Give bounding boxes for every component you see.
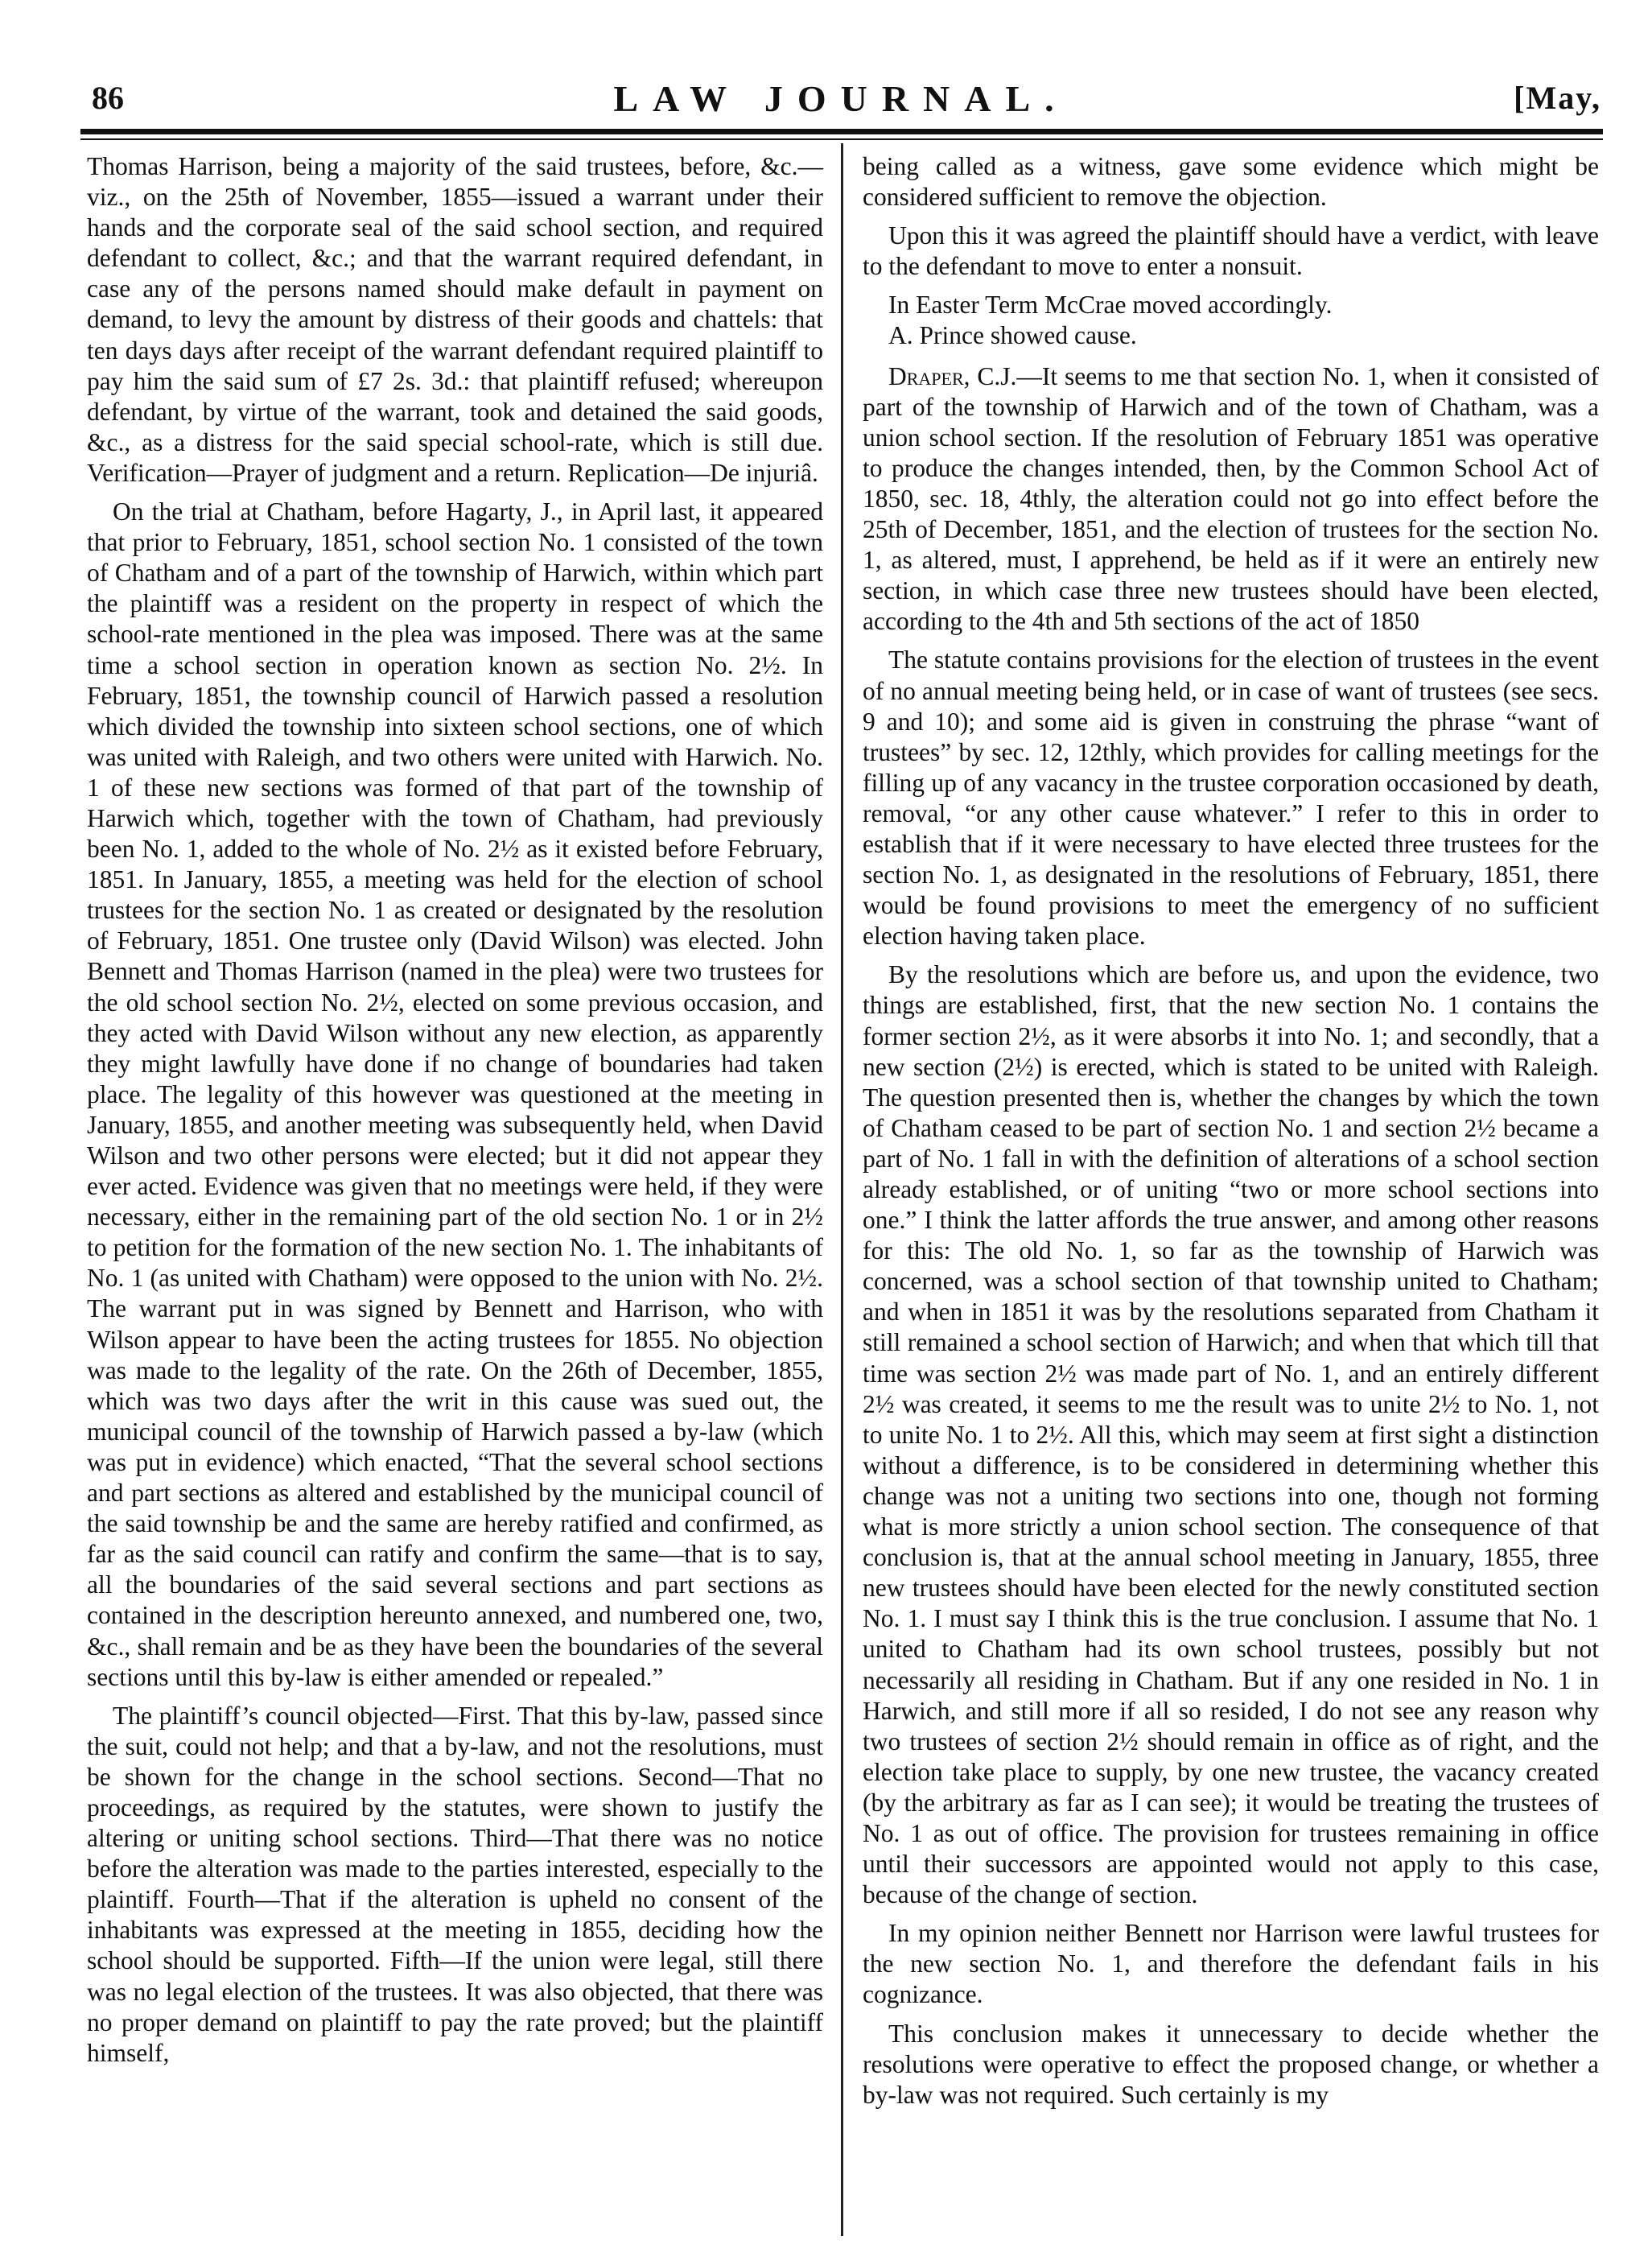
judgment-paragraph [863, 361, 1599, 637]
page-number: 86 [92, 80, 124, 116]
paragraph: In my opinion neither Bennett nor Harrison were lawful trustees for the new section No. 1, and therefore the defendant fails in his cognizance. [863, 1919, 1599, 2009]
paragraph-verdict: Upon this it was agreed the plaintiff should have a verdict, with leave to the defendant to move to enter a nonsuit. [863, 221, 1599, 281]
paragraph: Thomas Harrison, being a majority of the said trustees, before, &c.—viz., on the 25th of November, 1855—issued a warrant under their hands and the corporate seal of the said school section, and required defendant to collect, &c.; and that the warrant required defendant, in case any of the persons named should make default in payment on demand, to levy the amount by distress of their goods and chattels: that ten days days after receipt of the warrant defendant required plaintiff to pay him the said sum of £7 2s. 3d.: that plaintiff refused; whereupon defendant, by virtue of the warrant, took and detained the said goods, &c., as a distress for the said special school-rate, which is still due. Verification—Prayer of judgment and a return. Replication—De injuriâ. [87, 152, 823, 487]
running-date: [May, [1514, 80, 1601, 116]
right-column [863, 151, 1599, 2110]
prince-line: A. Prince showed cause. [888, 321, 1137, 350]
header-rule-thin [80, 138, 1603, 140]
paragraph: This conclusion makes it unnecessary to decide whether the resolutions were operative to effect the proposed change, or whether a by-law was not required. Such certainly is my [863, 2019, 1599, 2109]
judgment-text: —It seems to me that section No. 1, when it consisted of part of the township of Harwich and of the town of Chatham, was a union school section. If the resolution of February 1851 was operative to produce the changes intended, then, by the Common School Act of 1850, sec. 18, 4thly, the alteration could not go into effect before the 25th of December, 1851, and the election of trustees for the section No. 1, as altered, must, I apprehend, be held as if it were an entirely new section, in which case three new trustees should have been elected, according to the 4th and 5th sections of the act of 1850 [863, 361, 1599, 636]
running-title: LAW JOURNAL. [613, 78, 1069, 119]
paragraph: By the resolutions which are before us, and upon the evidence, two things are established, first, that the new section No. 1 contains the former section 2½, as it were absorbs it into No. 1; and secondly, that a new section (2½) is erected, which is stated to be united with Raleigh. The question presented then is, whether the changes by which the town of Chatham ceased to be part of section No. 1 and section 2½ became a part of No. 1 fall in with the definition of alterations of a school section already established, or of uniting “two or more school sections into one.” I think the latter affords the true answer, and among other reasons for this: The old No. 1, so far as the township of Harwich was concerned, was a school section of that township united to Chatham; and when in 1851 it was by the resolutions separated from Chatham it still remained a school section of Harwich; and when that which till that time was section 2½ was made part of No. 1, and an entirely different 2½ was created, it seems to me the result was to unite 2½ to No. 1, not to unite No. 1 to 2½. All this, which may seem at first sight a distinction without a difference, is to be considered in determining whether this change was not a uniting two sections into one, though not forming what is more strictly a union school section. The consequence of that conclusion is, that at the annual school meeting in January, 1855, three new trustees should have been elected for the newly constituted section No. 1. I must say I think this is the true conclusion. I assume that No. 1 united to Chatham had its own school trustees, possibly but not necessarily all residing in Chatham. But if any one resided in No. 1 in Harwich, and still more if all so resided, I do not see any reason why two trustees of section 2½ should remain in office as of right, and the election take place to supply, by one new trustee, the vacancy created (by the arbitrary as far as I can see); it would be treating the trustees of No. 1 as out of office. The provision for trustees remaining in office until their successors are appointed would not apply to this case, because of the change of section. [863, 960, 1599, 1909]
left-column [87, 151, 823, 2069]
header-rule-thick [80, 129, 1603, 134]
column-divider [841, 143, 843, 2236]
running-header [80, 74, 1601, 130]
paragraph: The statute contains provisions for the election of trustees in the event of no annual meeting being held, or in case of want of trustees (see secs. 9 and 10); and some aid is given in construing the phrase “want of trustees” by sec. 12, 12thly, which provides for calling meetings for the filling up of any vacancy in the trustee corporation occasioned by death, removal, “or any other cause whatever.” I refer to this in order to establish that if it were necessary to have elected three trustees for the section No. 1, as designated in the resolutions of February, 1851, there would be found provisions to meet the emergency of no sufficient election having taken place. [863, 646, 1599, 951]
paragraph: On the trial at Chatham, before Hagarty, J., in April last, it appeared that prior to February, 1851, school section No. 1 consisted of the town of Chatham and of a part of the township of Harwich, within which part the plaintiff was a resident on the property in respect of which the school-rate mentioned in the plea was imposed. There was at the same time a school section in operation known as section No. 2½. In February, 1851, the township council of Harwich passed a resolution which divided the township into sixteen school sections, one of which was united with Raleigh, and two others were united with Harwich. No. 1 of these new sections was formed of that part of the township of Harwich which, together with the town of Chatham, had previously been No. 1, added to the whole of No. 2½ as it existed before February, 1851. In January, 1855, a meeting was held for the election of school trustees for the section No. 1 as created or designated by the resolution of February, 1851. One trustee only (David Wilson) was elected. John Bennett and Thomas Harrison (named in the plea) were two trustees for the old school section No. 2½, elected on some previous occasion, and they acted with David Wilson without any new election, as apparently they might lawfully have done if no change of boundaries had taken place. The legality of this however was questioned at the meeting in January, 1855, and another meeting was subsequently held, when David Wilson and two other persons were elected; but it did not appear they ever acted. Evidence was given that no meetings were held, if they were necessary, either in the remaining part of the old section No. 1 or in 2½ to petition for the formation of the new section No. 1. The inhabitants of No. 1 (as united with Chatham) were opposed to the union with No. 2½. The warrant put in was signed by Bennett and Harrison, who with Wilson appear to have been the acting trustees for 1855. No objection was made to the legality of the rate. On the 26th of December, 1855, which was two days after the writ in this cause was sued out, the municipal council of the township of Harwich passed a by-law (which was put in evidence) which enacted, “That the several school sections and part sections as altered and established by the municipal council of the said township be and the same are hereby ratified and confirmed, as far as the said council can ratify and confirm the same—that is to say, all the boundaries of the said several sections and part sections as contained in the description hereunto annexed, and numbered one, two, &c., shall remain and be as they have been the boundaries of the several sections until this by-law is either amended or repealed.” [87, 497, 823, 1691]
judge-name: Draper, C.J. [888, 361, 1017, 390]
easter-term-line: In Easter Term McCrae moved accordingly. [888, 291, 1333, 320]
paragraph-continuation: being called as a witness, gave some evidence which might be considered sufficient to remove the objection. [863, 152, 1599, 212]
paragraph: The plaintiff’s council objected—First. That this by-law, passed since the suit, could not help; and that a by-law, and not the resolutions, must be shown for the change in the school sections. Second—That no proceedings, as required by the statutes, were shown to justify the altering or uniting school sections. Third—That there was no notice before the alteration was made to the parties interested, especially to the plaintiff. Fourth—That if the alteration is upheld no consent of the inhabitants was expressed at the meeting in 1855, deciding how the school should be supported. Fifth—If the union were legal, still there was no legal election of the trustees. It was also objected, that there was no proper demand on plaintiff to pay the rate proved; but the plaintiff himself, [87, 1701, 823, 2067]
